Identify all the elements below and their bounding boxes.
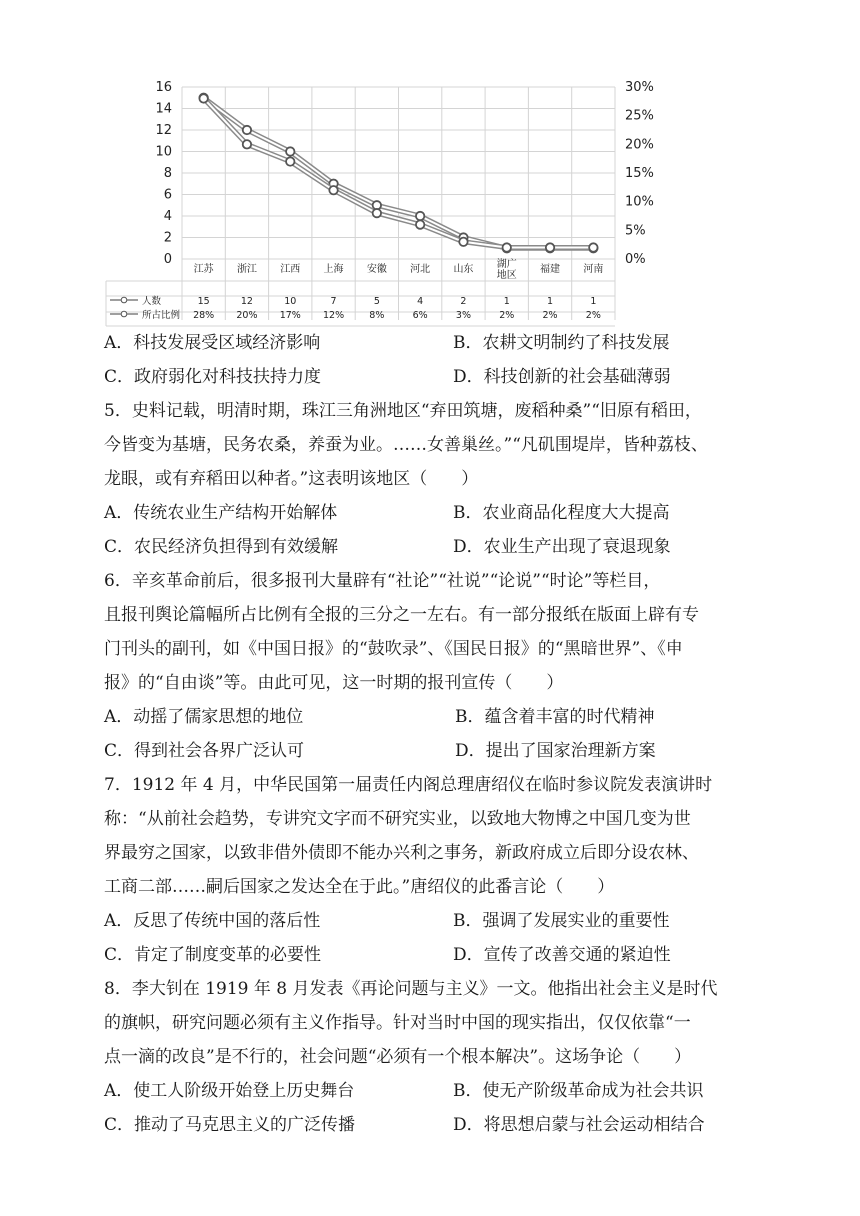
data-label: 1 — [503, 296, 510, 307]
data-label: 2% — [585, 310, 601, 321]
y-tick-label: 2 — [163, 230, 172, 246]
stem-line: 6．辛亥革命前后，很多报刊大量辟有“社论”“社说”“论说”“时论”等栏目， — [104, 571, 661, 591]
x-category-label: 上海 — [323, 264, 344, 275]
x-category-label: 湖广 — [496, 259, 517, 270]
data-point — [243, 140, 251, 148]
data-label: 1 — [590, 296, 597, 307]
data-label: 8% — [369, 310, 385, 321]
y-tick-label: 10 — [155, 144, 172, 160]
data-point — [286, 147, 294, 155]
stem-line: 8．李大钊在 1919 年 8 月发表《再论问题与主义》一文。他指出社会主义是时代 — [104, 979, 718, 999]
data-label: 5 — [373, 296, 380, 307]
y-tick-label: 12 — [155, 123, 172, 138]
q6-option-c[interactable]: C．得到社会各界广泛认可 — [104, 741, 305, 761]
legend-label: 人数 — [142, 296, 162, 307]
data-label: 1 — [547, 296, 554, 307]
data-label: 12 — [240, 296, 253, 307]
data-point — [589, 243, 597, 251]
q8-option-b[interactable]: B．使无产阶级革命成为社会共识 — [453, 1081, 704, 1101]
q7-option-d[interactable]: D．宣传了改善交通的紧迫性 — [453, 945, 671, 965]
y-tick-label: 14 — [155, 101, 172, 117]
data-point — [373, 209, 381, 217]
question-5-stem — [104, 394, 764, 496]
data-label: 4 — [417, 296, 424, 307]
stem-line: 称：“从前社会趋势，专讲究文字而不研究实业，以致地大物博之中国几变为世 — [104, 809, 691, 829]
y2-tick-label: 15% — [625, 166, 654, 181]
q5-option-c[interactable]: C．农民经济负担得到有效缓解 — [104, 537, 339, 557]
data-point — [416, 212, 424, 220]
x-category-label: 安徽 — [366, 264, 387, 275]
question-6-stem — [104, 564, 764, 700]
q5-option-d[interactable]: D．农业生产出现了衰退现象 — [453, 537, 671, 557]
stem-line: 龙眼，或有弃稻田以种者。”这表明该地区（ ） — [104, 469, 479, 489]
data-point — [199, 94, 207, 102]
x-category-label: 地区 — [496, 270, 517, 281]
x-category-label: 江西 — [280, 264, 301, 275]
data-label: 12% — [322, 310, 345, 321]
y2-tick-label: 30% — [625, 80, 654, 95]
y-tick-label: 8 — [163, 166, 172, 181]
q8-option-a[interactable]: A．使工人阶级开始登上历史舞台 — [104, 1081, 355, 1101]
data-label: 20% — [236, 310, 258, 321]
line-chart — [100, 78, 660, 328]
legend-label: 所占比例 — [142, 310, 181, 321]
x-category-label: 山东 — [453, 264, 474, 275]
legend-marker — [121, 311, 127, 317]
data-point — [416, 220, 424, 228]
stem-line: 5．史料记载，明清时期，珠江三角洲地区“弃田筑塘，废稻种桑”“旧原有稻田， — [104, 401, 702, 421]
q4-option-a[interactable]: A．科技发展受区域经济影响 — [104, 333, 321, 353]
x-category-label: 河南 — [583, 264, 604, 275]
y-tick-label: 16 — [155, 80, 172, 95]
stem-line: 工商二部……嗣后国家之发达全在于此。”唐绍仪的此番言论（ ） — [104, 877, 615, 897]
data-point — [459, 238, 467, 246]
q8-option-d[interactable]: D．将思想启蒙与社会运动相结合 — [453, 1115, 705, 1135]
q4-option-d[interactable]: D．科技创新的社会基础薄弱 — [453, 367, 671, 387]
stem-line: 界最穷之国家，以致非借外债即不能办兴利之事务，新政府成立后即分设农林、 — [104, 843, 699, 863]
y-tick-label: 4 — [163, 209, 172, 224]
data-label: 2% — [542, 310, 558, 321]
stem-line: 点一滴的改良”是不行的，社会问题“必须有一个根本解决”。这场争论（ ） — [104, 1047, 692, 1067]
y2-tick-label: 0% — [625, 252, 646, 267]
y-tick-label: 6 — [163, 187, 172, 203]
q6-option-b[interactable]: B．蕴含着丰富的时代精神 — [455, 707, 655, 727]
x-category-label: 福建 — [540, 264, 561, 275]
q4-option-b[interactable]: B．农耕文明制约了科技发展 — [453, 333, 670, 353]
x-category-label: 江苏 — [193, 264, 214, 275]
data-label: 28% — [193, 310, 215, 321]
q5-option-a[interactable]: A．传统农业生产结构开始解体 — [104, 503, 338, 523]
data-label: 15 — [197, 296, 210, 307]
data-label: 10 — [284, 296, 297, 307]
y2-tick-label: 20% — [625, 137, 654, 153]
y2-tick-label: 25% — [625, 108, 654, 124]
legend-marker — [121, 297, 127, 303]
q7-option-c[interactable]: C．肯定了制度变革的必要性 — [104, 945, 322, 965]
y-tick-label: 0 — [163, 252, 172, 267]
stem-line: 的旗帜，研究问题必须有主义作指导。针对当时中国的现实指出，仅仅依靠“一 — [104, 1013, 691, 1033]
stem-line: 7．1912 年 4 月，中华民国第一届责任内阁总理唐绍仪在临时参议院发表演讲时 — [104, 775, 713, 795]
stem-line: 且报刊舆论篇幅所占比例有全报的三分之一左右。有一部分报纸在版面上辟有专 — [104, 605, 699, 625]
data-label: 6% — [412, 310, 428, 321]
data-point — [503, 243, 511, 251]
y2-tick-label: 10% — [625, 194, 654, 210]
data-label: 7 — [330, 296, 337, 307]
x-category-label: 浙江 — [236, 264, 257, 275]
data-label: 2 — [460, 296, 467, 307]
q4-option-c[interactable]: C．政府弱化对科技扶持力度 — [104, 367, 322, 387]
stem-line: 门刊头的副刊，如《中国日报》的“鼓吹录”、《国民日报》的“黑暗世界”、《申 — [104, 639, 683, 659]
data-point — [546, 243, 554, 251]
data-point — [286, 157, 294, 165]
stem-line: 今皆变为基塘，民务农桑，养蚕为业。……女善巢丝。”“凡矶围堤岸，皆种荔枝、 — [104, 435, 708, 455]
q7-option-b[interactable]: B．强调了发展实业的重要性 — [453, 911, 670, 931]
x-category-label: 河北 — [410, 264, 431, 275]
q8-option-c[interactable]: C．推动了马克思主义的广泛传播 — [104, 1115, 356, 1135]
q5-option-b[interactable]: B．农业商品化程度大大提高 — [453, 503, 670, 523]
data-label: 2% — [499, 310, 515, 321]
question-7-stem — [104, 768, 764, 904]
y2-tick-label: 5% — [625, 223, 646, 239]
q7-option-a[interactable]: A．反思了传统中国的落后性 — [104, 911, 321, 931]
data-label: 17% — [279, 310, 301, 321]
q6-option-a[interactable]: A．动摇了儒家思想的地位 — [104, 707, 304, 727]
question-8-stem — [104, 972, 764, 1074]
data-point — [243, 126, 251, 134]
data-label: 3% — [455, 310, 471, 321]
data-point — [329, 186, 337, 194]
q6-option-d[interactable]: D．提出了国家治理新方案 — [455, 741, 656, 761]
stem-line: 报》的“自由谈”等。由此可见，这一时期的报刊宣传（ ） — [104, 673, 564, 693]
